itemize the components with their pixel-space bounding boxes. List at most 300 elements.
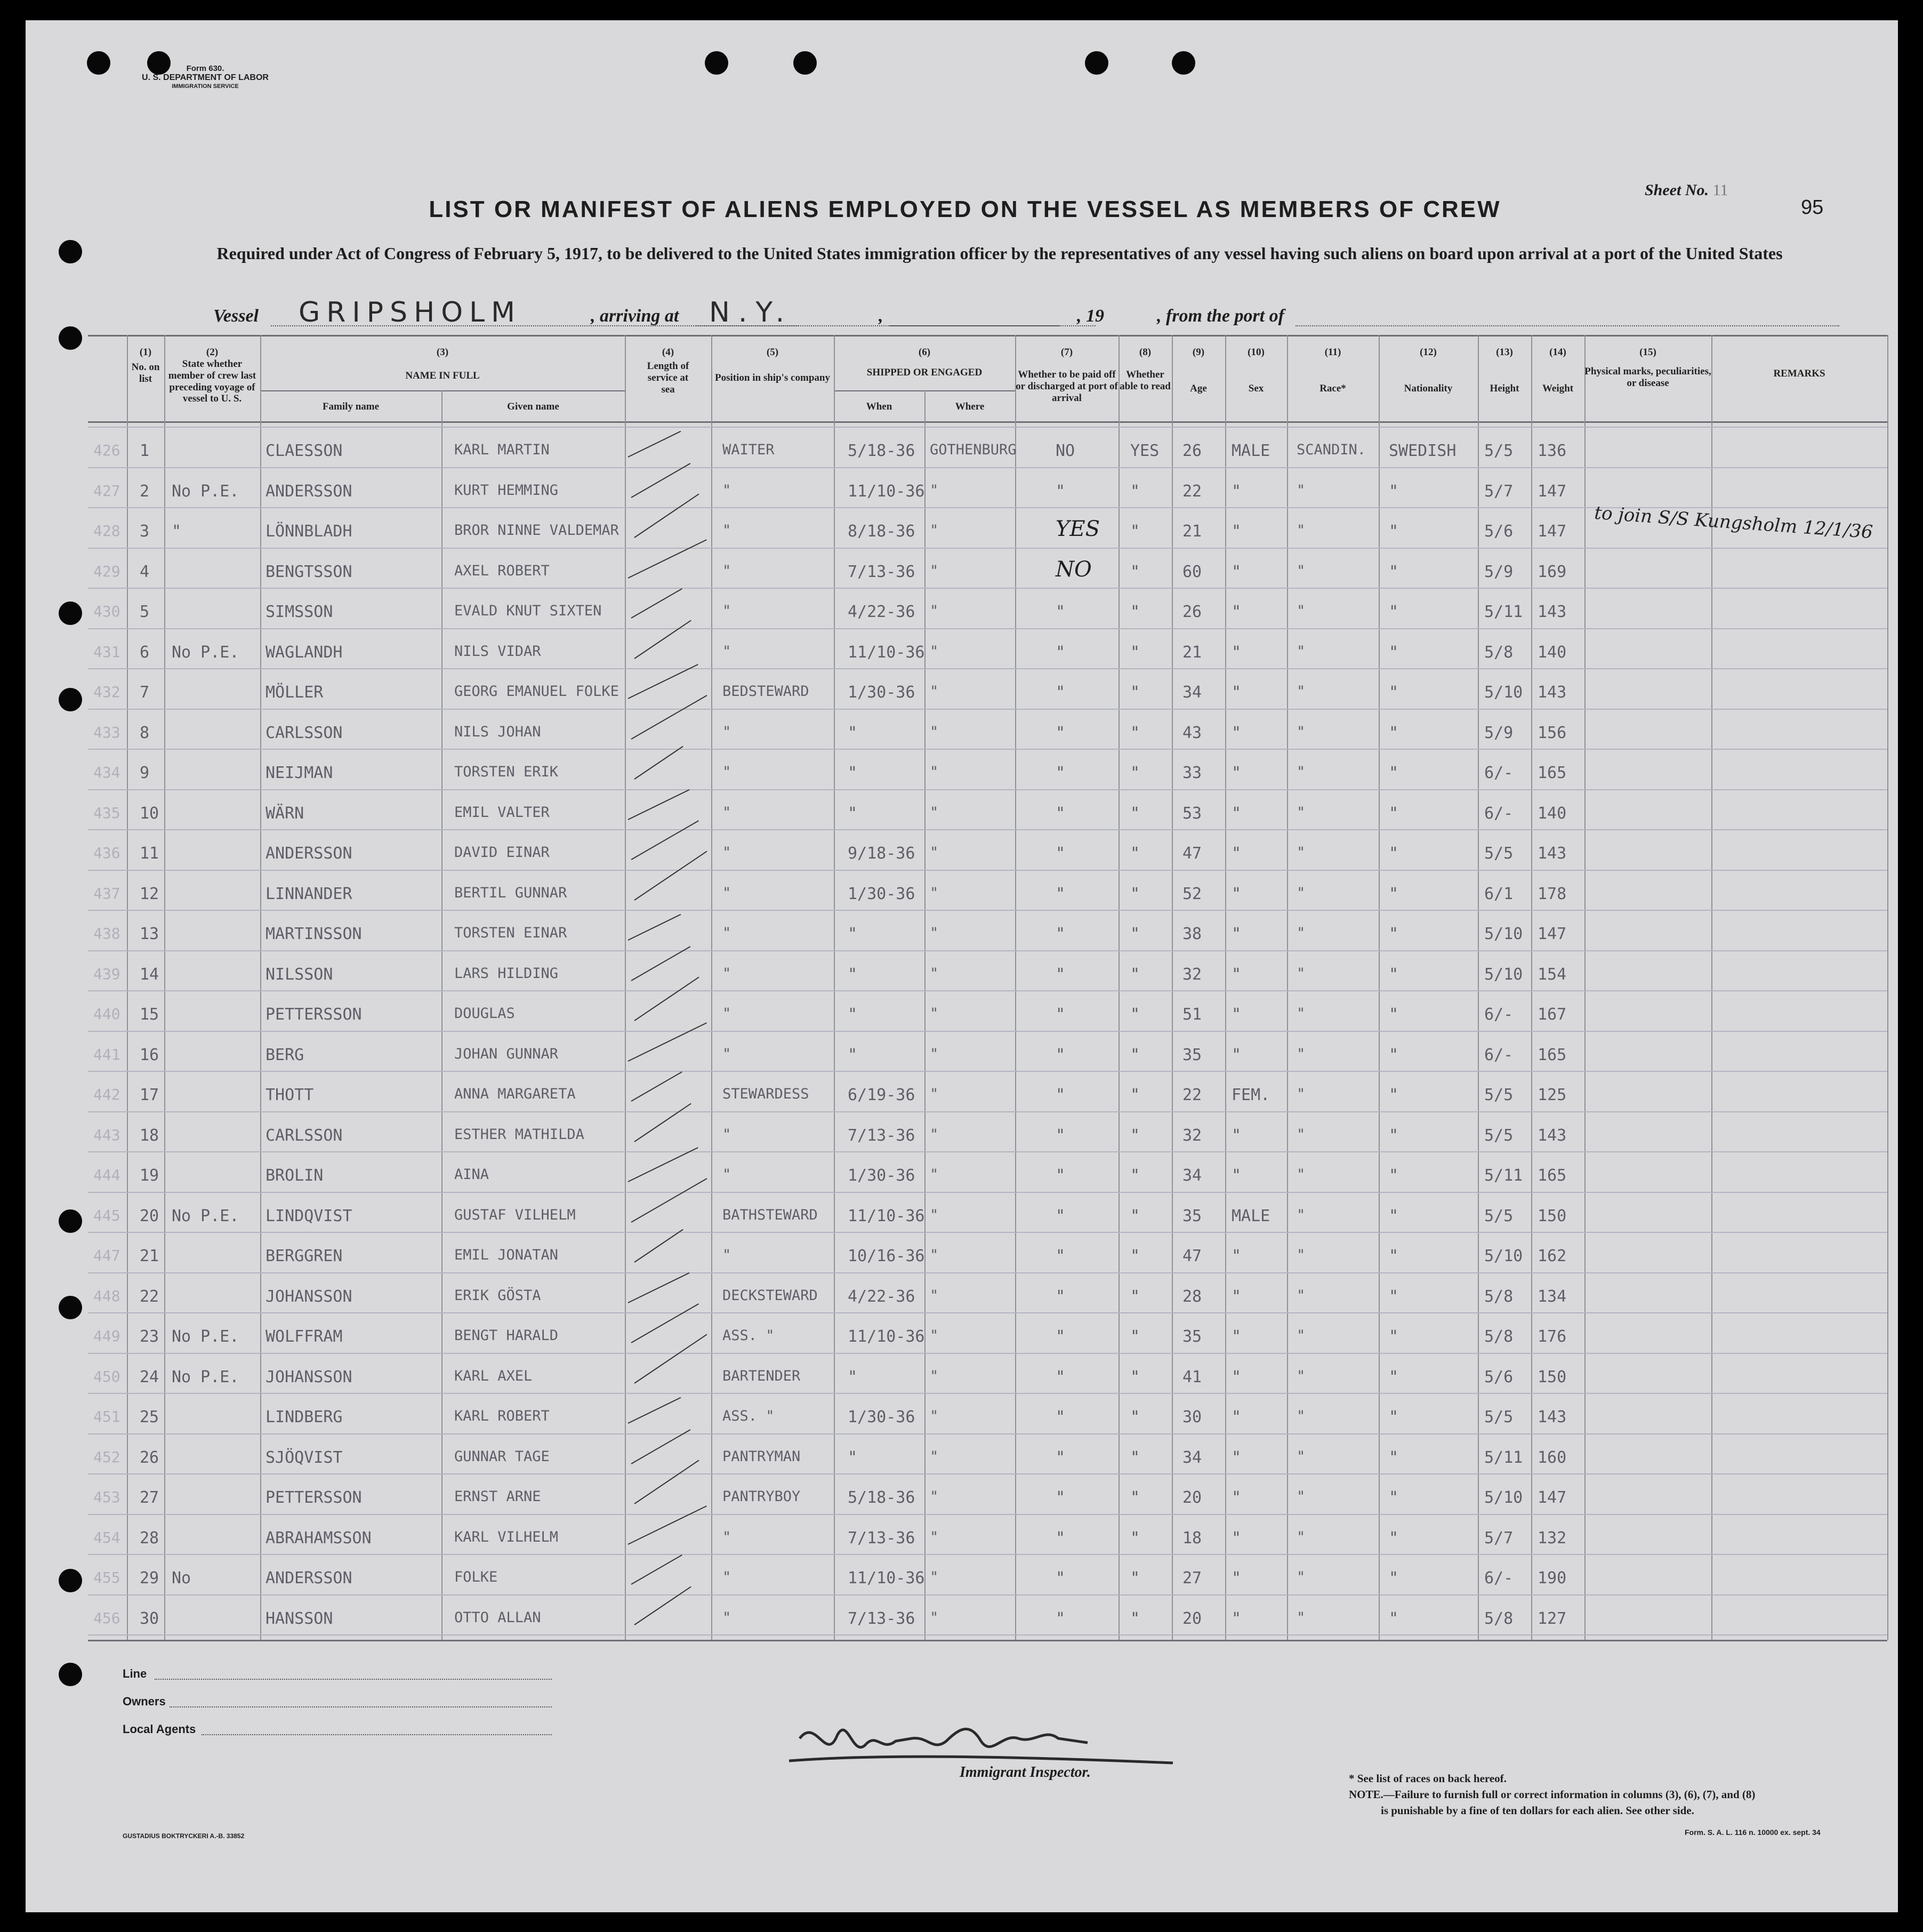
family-name: LINDQVIST bbox=[265, 1206, 352, 1225]
shipped-when: 4/22-36 bbox=[848, 1287, 915, 1306]
position: DECKSTEWARD bbox=[722, 1287, 818, 1304]
sex: " bbox=[1232, 562, 1242, 581]
col-15-number: (15) bbox=[1639, 347, 1656, 358]
line-number: 448 bbox=[93, 1287, 120, 1305]
able-to-read: " bbox=[1130, 1247, 1140, 1265]
shipped-where: " bbox=[930, 683, 939, 700]
height: 5/8 bbox=[1484, 1609, 1514, 1628]
age: 21 bbox=[1182, 522, 1202, 541]
given-name: NILS JOHAN bbox=[454, 723, 541, 740]
position: " bbox=[722, 1528, 731, 1545]
col-3-header bbox=[260, 347, 625, 382]
shipped-when: 1/30-36 bbox=[848, 683, 915, 702]
able-to-read: " bbox=[1130, 1005, 1140, 1024]
height: 5/5 bbox=[1484, 844, 1514, 863]
able-to-read: " bbox=[1130, 844, 1140, 863]
weight: 147 bbox=[1538, 925, 1567, 943]
height: 5/11 bbox=[1484, 1166, 1523, 1185]
year-label: , 19 bbox=[1077, 306, 1104, 326]
shipped-when: " bbox=[848, 1005, 858, 1024]
height: 6/- bbox=[1484, 1005, 1514, 1024]
shipped-where: " bbox=[930, 562, 939, 579]
sex: " bbox=[1232, 1488, 1242, 1507]
height: 5/10 bbox=[1484, 683, 1523, 702]
paid-off: " bbox=[1056, 1408, 1066, 1426]
age: 35 bbox=[1182, 1206, 1202, 1225]
shipped-when: 11/10-36 bbox=[848, 1206, 925, 1225]
col-12-number: (12) bbox=[1420, 347, 1437, 358]
column-rule bbox=[1531, 335, 1532, 1640]
col-2-label: State whether member of crew last preceding voyage of vessel to U. S. bbox=[168, 358, 256, 405]
paid-off: " bbox=[1056, 844, 1066, 863]
nationality: " bbox=[1389, 1086, 1399, 1104]
row-rule bbox=[88, 548, 1887, 549]
sex: " bbox=[1232, 1609, 1242, 1628]
family-name: BROLIN bbox=[265, 1166, 324, 1185]
position: " bbox=[722, 643, 731, 660]
department-name: U. S. DEPARTMENT OF LABOR bbox=[142, 73, 269, 83]
nationality: " bbox=[1389, 723, 1399, 742]
family-name: JOHANSSON bbox=[265, 1367, 352, 1386]
family-name: MÖLLER bbox=[265, 683, 324, 702]
col-4-number: (4) bbox=[662, 347, 674, 358]
table-bottom-rule bbox=[88, 1640, 1887, 1641]
height: 5/5 bbox=[1484, 1126, 1514, 1145]
list-number: 25 bbox=[140, 1408, 159, 1426]
able-to-read: " bbox=[1130, 723, 1140, 742]
given-name: TORSTEN EINAR bbox=[454, 925, 567, 941]
nationality: " bbox=[1389, 1367, 1399, 1386]
able-to-read: " bbox=[1130, 562, 1140, 581]
weight: 143 bbox=[1538, 1408, 1567, 1426]
row-rule bbox=[88, 628, 1887, 629]
race: " bbox=[1297, 1126, 1306, 1143]
family-name: BENGTSSON bbox=[265, 562, 352, 581]
position: " bbox=[722, 965, 731, 982]
list-number: 16 bbox=[140, 1045, 159, 1064]
col-1-label: No. on list bbox=[131, 361, 160, 384]
position: BARTENDER bbox=[722, 1367, 801, 1384]
weight: 140 bbox=[1538, 643, 1567, 662]
col-8-number: (8) bbox=[1139, 347, 1152, 358]
given-name: ESTHER MATHILDA bbox=[454, 1126, 584, 1143]
col-5-number: (5) bbox=[766, 347, 779, 358]
able-to-read: " bbox=[1130, 1528, 1140, 1548]
height: 5/5 bbox=[1484, 442, 1514, 460]
age: 26 bbox=[1182, 603, 1202, 621]
age: 21 bbox=[1182, 643, 1202, 662]
race: " bbox=[1297, 1005, 1306, 1022]
col-13-number: (13) bbox=[1496, 347, 1513, 358]
paid-off: NO bbox=[1056, 557, 1092, 582]
list-number: 21 bbox=[140, 1247, 159, 1265]
age: 26 bbox=[1182, 442, 1202, 460]
column-rule bbox=[1478, 335, 1479, 1640]
paid-off: " bbox=[1056, 1327, 1066, 1346]
column-rule bbox=[441, 390, 442, 1640]
col-10-number: (10) bbox=[1248, 347, 1265, 358]
nationality: " bbox=[1389, 764, 1399, 782]
weight: 147 bbox=[1538, 482, 1567, 501]
age: 60 bbox=[1182, 562, 1202, 581]
line-number: 426 bbox=[93, 442, 120, 459]
nationality: " bbox=[1389, 1126, 1399, 1145]
age: 32 bbox=[1182, 965, 1202, 984]
column-rule bbox=[1172, 335, 1173, 1640]
column-rule bbox=[164, 335, 165, 1640]
family-name: ANDERSSON bbox=[265, 1569, 352, 1588]
column-rule bbox=[711, 335, 712, 1640]
race-note: * See list of races on back hereof. bbox=[1349, 1772, 1507, 1785]
given-name: OTTO ALLAN bbox=[454, 1609, 541, 1626]
position: " bbox=[722, 482, 731, 499]
family-name: SJÖQVIST bbox=[265, 1448, 343, 1467]
position: PANTRYBOY bbox=[722, 1488, 801, 1505]
nationality: " bbox=[1389, 683, 1399, 702]
line-number: 437 bbox=[93, 884, 120, 902]
col-1-header bbox=[127, 347, 164, 385]
family-name: NILSSON bbox=[265, 965, 333, 984]
weight: 190 bbox=[1538, 1569, 1567, 1588]
able-to-read: " bbox=[1130, 884, 1140, 903]
sex: " bbox=[1232, 804, 1242, 823]
weight: 136 bbox=[1538, 442, 1567, 460]
row-rule bbox=[88, 1393, 1887, 1394]
col-14-number: (14) bbox=[1549, 347, 1566, 358]
position: " bbox=[722, 1126, 731, 1143]
row-rule bbox=[88, 1433, 1887, 1434]
given-name: ERNST ARNE bbox=[454, 1488, 541, 1505]
shipped-where: " bbox=[930, 925, 939, 941]
nationality: " bbox=[1389, 522, 1399, 541]
weight: 143 bbox=[1538, 683, 1567, 702]
family-name: HANSSON bbox=[265, 1609, 333, 1628]
shipped-where: " bbox=[930, 1126, 939, 1143]
position: " bbox=[722, 1045, 731, 1062]
list-number: 20 bbox=[140, 1206, 159, 1225]
printer-mark: GUSTADIUS BOKTRYCKERI A.-B. 33852 bbox=[123, 1832, 245, 1840]
line-number: 443 bbox=[93, 1126, 120, 1144]
column-rule bbox=[1584, 335, 1586, 1640]
nationality: " bbox=[1389, 1408, 1399, 1426]
row-rule bbox=[88, 789, 1887, 790]
shipped-where: GOTHENBURG bbox=[930, 442, 1017, 458]
column-rule bbox=[834, 335, 835, 1640]
paid-off: " bbox=[1056, 1005, 1066, 1024]
header-bottom-rule bbox=[88, 421, 1887, 423]
position: " bbox=[722, 522, 731, 539]
sex: " bbox=[1232, 1005, 1242, 1024]
race: " bbox=[1297, 1247, 1306, 1263]
col-6-number: (6) bbox=[918, 347, 931, 358]
given-name: TORSTEN ERIK bbox=[454, 764, 559, 780]
shipped-when: 1/30-36 bbox=[848, 1166, 915, 1185]
sex: " bbox=[1232, 522, 1242, 541]
shipped-where: " bbox=[930, 1569, 939, 1585]
height: 6/- bbox=[1484, 1569, 1514, 1588]
family-name-header: Family name bbox=[322, 401, 380, 412]
sex: " bbox=[1232, 1367, 1242, 1386]
sex: MALE bbox=[1232, 1206, 1270, 1225]
race: " bbox=[1297, 764, 1306, 780]
family-name: BERGGREN bbox=[265, 1247, 343, 1265]
nationality: " bbox=[1389, 965, 1399, 984]
sheet-label: Sheet No. bbox=[1645, 181, 1709, 199]
service-name: IMMIGRATION SERVICE bbox=[172, 83, 239, 90]
given-name: BERTIL GUNNAR bbox=[454, 884, 567, 901]
family-name: ANDERSSON bbox=[265, 482, 352, 501]
position: ASS. " bbox=[722, 1327, 775, 1344]
age: 22 bbox=[1182, 1086, 1202, 1104]
age: 28 bbox=[1182, 1287, 1202, 1306]
page-title: LIST OR MANIFEST OF ALIENS EMPLOYED ON THE VESSEL AS MEMBERS OF CREW bbox=[429, 196, 1501, 222]
position: " bbox=[722, 1005, 731, 1022]
table-top-rule bbox=[88, 335, 1887, 336]
line-number: 454 bbox=[93, 1528, 120, 1546]
weight: 178 bbox=[1538, 884, 1567, 903]
row-rule bbox=[88, 950, 1887, 951]
shipped-when: " bbox=[848, 804, 858, 823]
col-11-header bbox=[1287, 347, 1379, 395]
paid-off: " bbox=[1056, 1569, 1066, 1588]
able-to-read: " bbox=[1130, 1569, 1140, 1588]
paid-off: " bbox=[1056, 723, 1066, 742]
shipped-where: " bbox=[930, 1528, 939, 1545]
paid-off: " bbox=[1056, 482, 1066, 501]
sheet-value: 11 bbox=[1712, 181, 1728, 199]
arriving-label: , arriving at bbox=[591, 306, 679, 326]
paid-off: " bbox=[1056, 1287, 1066, 1306]
row-rule bbox=[88, 709, 1887, 710]
height: 6/1 bbox=[1484, 884, 1514, 903]
height: 5/7 bbox=[1484, 1528, 1514, 1548]
list-number: 14 bbox=[140, 965, 159, 984]
previous-voyage: No bbox=[172, 1569, 191, 1588]
line-label: Line bbox=[123, 1667, 147, 1680]
position: WAITER bbox=[722, 442, 775, 458]
row-rule bbox=[88, 829, 1887, 830]
line-number: 449 bbox=[93, 1327, 120, 1345]
col-12-header bbox=[1379, 347, 1478, 395]
given-name: AINA bbox=[454, 1166, 489, 1183]
given-name: KARL MARTIN bbox=[454, 442, 550, 458]
age: 34 bbox=[1182, 683, 1202, 702]
list-number: 8 bbox=[140, 723, 150, 742]
row-rule bbox=[88, 910, 1887, 911]
age: 53 bbox=[1182, 804, 1202, 823]
shipped-when: " bbox=[848, 723, 858, 742]
col-3-number: (3) bbox=[436, 347, 449, 358]
col-11-number: (11) bbox=[1324, 347, 1341, 358]
shipped-when: 7/13-36 bbox=[848, 562, 915, 581]
weight: 165 bbox=[1538, 1166, 1567, 1185]
height: 5/10 bbox=[1484, 965, 1523, 984]
sex: " bbox=[1232, 482, 1242, 501]
able-to-read: " bbox=[1130, 1488, 1140, 1507]
shipped-when: 11/10-36 bbox=[848, 643, 925, 662]
shipped-when: " bbox=[848, 764, 858, 782]
shipped-where: " bbox=[930, 522, 939, 539]
comma: , bbox=[879, 306, 883, 326]
given-name: KARL VILHELM bbox=[454, 1528, 559, 1545]
height: 5/5 bbox=[1484, 1206, 1514, 1225]
row-rule bbox=[88, 990, 1887, 991]
weight: 147 bbox=[1538, 522, 1567, 541]
signature-icon bbox=[768, 1712, 1194, 1770]
col-4-label: Length of service at sea bbox=[647, 360, 689, 395]
sex: " bbox=[1232, 603, 1242, 621]
local-agents-label: Local Agents bbox=[123, 1722, 196, 1736]
shipped-where: " bbox=[930, 1086, 939, 1102]
able-to-read: " bbox=[1130, 1448, 1140, 1467]
shipped-where: " bbox=[930, 844, 939, 861]
age: 33 bbox=[1182, 764, 1202, 782]
shipped-where: " bbox=[930, 1005, 939, 1022]
age: 35 bbox=[1182, 1045, 1202, 1064]
shipped-where: " bbox=[930, 1166, 939, 1183]
race: " bbox=[1297, 804, 1306, 821]
col-12-label: Nationality bbox=[1404, 382, 1453, 394]
line-number: 447 bbox=[93, 1247, 120, 1264]
nationality: " bbox=[1389, 1569, 1399, 1588]
given-name: FOLKE bbox=[454, 1569, 498, 1585]
previous-voyage: No P.E. bbox=[172, 1327, 239, 1346]
weight: 160 bbox=[1538, 1448, 1567, 1467]
height: 5/8 bbox=[1484, 1327, 1514, 1346]
position: " bbox=[722, 723, 731, 740]
col-7-number: (7) bbox=[1060, 347, 1073, 358]
list-number: 7 bbox=[140, 683, 150, 702]
age: 43 bbox=[1182, 723, 1202, 742]
list-number: 28 bbox=[140, 1528, 159, 1548]
family-name: CARLSSON bbox=[265, 723, 343, 742]
column-rule bbox=[1015, 335, 1016, 1640]
weight: 143 bbox=[1538, 844, 1567, 863]
position: " bbox=[722, 1247, 731, 1263]
col-15-header bbox=[1584, 347, 1711, 389]
col-2-number: (2) bbox=[206, 347, 219, 358]
row-rule bbox=[88, 1071, 1887, 1072]
line-number: 434 bbox=[93, 764, 120, 781]
sex: " bbox=[1232, 965, 1242, 984]
given-name: LARS HILDING bbox=[454, 965, 559, 982]
row-rule bbox=[88, 668, 1887, 669]
sex: FEM. bbox=[1232, 1086, 1270, 1104]
penalty-note: NOTE.—Failure to furnish full or correct information in columns (3), (6), (7), and (8) bbox=[1349, 1788, 1756, 1801]
row-rule bbox=[88, 467, 1887, 468]
paid-off: " bbox=[1056, 764, 1066, 782]
given-name: DAVID EINAR bbox=[454, 844, 550, 861]
col-6-label: SHIPPED OR ENGAGED bbox=[866, 366, 983, 378]
arriving-port: N.Y. bbox=[709, 296, 793, 328]
list-number: 18 bbox=[140, 1126, 159, 1145]
race: " bbox=[1297, 844, 1306, 861]
race: " bbox=[1297, 1488, 1306, 1505]
sex: " bbox=[1232, 764, 1242, 782]
family-name: JOHANSSON bbox=[265, 1287, 352, 1306]
line-number: 427 bbox=[93, 482, 120, 500]
able-to-read: " bbox=[1130, 1327, 1140, 1346]
family-name: PETTERSSON bbox=[265, 1488, 362, 1507]
col-3-label: NAME IN FULL bbox=[405, 370, 480, 381]
nationality: " bbox=[1389, 1327, 1399, 1346]
handwritten-remark: to join S/S Kungsholm 12/1/36 bbox=[1594, 502, 1874, 543]
page-number: 95 bbox=[1801, 196, 1824, 219]
shipped-where: " bbox=[930, 1206, 939, 1223]
weight: 167 bbox=[1538, 1005, 1567, 1024]
list-number: 2 bbox=[140, 482, 150, 501]
shipped-where: " bbox=[930, 643, 939, 660]
family-name: CLAESSON bbox=[265, 442, 343, 460]
form-header bbox=[109, 64, 301, 90]
column-rule bbox=[1887, 335, 1888, 1640]
paid-off: " bbox=[1056, 643, 1066, 662]
shipped-when: 5/18-36 bbox=[848, 1488, 915, 1507]
shipped-when: 5/18-36 bbox=[848, 442, 915, 460]
column-rule bbox=[127, 335, 128, 1640]
height: 5/6 bbox=[1484, 1367, 1514, 1386]
list-number: 1 bbox=[140, 442, 150, 460]
line-number: 450 bbox=[93, 1367, 120, 1385]
column-rule bbox=[1119, 335, 1120, 1640]
height: 6/- bbox=[1484, 764, 1514, 782]
race: " bbox=[1297, 884, 1306, 901]
position: " bbox=[722, 562, 731, 579]
shipped-where: " bbox=[930, 1609, 939, 1626]
list-number: 5 bbox=[140, 603, 150, 621]
race: " bbox=[1297, 643, 1306, 660]
line-number: 445 bbox=[93, 1206, 120, 1224]
race: " bbox=[1297, 1327, 1306, 1344]
sex: " bbox=[1232, 683, 1242, 702]
weight: 165 bbox=[1538, 1045, 1567, 1064]
shipped-where: " bbox=[930, 1287, 939, 1304]
weight: 176 bbox=[1538, 1327, 1567, 1346]
sex: " bbox=[1232, 884, 1242, 903]
able-to-read: " bbox=[1130, 482, 1140, 501]
line-number: 444 bbox=[93, 1166, 120, 1184]
paid-off: " bbox=[1056, 1448, 1066, 1467]
height: 5/9 bbox=[1484, 723, 1514, 742]
family-name: WAGLANDH bbox=[265, 643, 343, 662]
list-number: 11 bbox=[140, 844, 159, 863]
list-number: 17 bbox=[140, 1086, 159, 1104]
shipped-where: " bbox=[930, 1367, 939, 1384]
shipped-when: 11/10-36 bbox=[848, 1327, 925, 1346]
form-code: Form. S. A. L. 116 n. 10000 ex. sept. 34 bbox=[1685, 1828, 1821, 1837]
weight: 150 bbox=[1538, 1206, 1567, 1225]
column-rule bbox=[625, 335, 626, 1640]
column-rule bbox=[924, 390, 926, 1640]
age: 34 bbox=[1182, 1166, 1202, 1185]
nationality: " bbox=[1389, 603, 1399, 621]
nationality: " bbox=[1389, 844, 1399, 863]
age: 22 bbox=[1182, 482, 1202, 501]
previous-voyage: No P.E. bbox=[172, 482, 239, 501]
given-name: GUSTAF VILHELM bbox=[454, 1206, 576, 1223]
able-to-read: " bbox=[1130, 1166, 1140, 1185]
row-rule bbox=[88, 870, 1887, 871]
shipped-when: 1/30-36 bbox=[848, 1408, 915, 1426]
col-9-header bbox=[1172, 347, 1225, 395]
previous-voyage: No P.E. bbox=[172, 1367, 239, 1386]
race: " bbox=[1297, 925, 1306, 941]
paid-off: NO bbox=[1056, 442, 1075, 460]
line-number: 438 bbox=[93, 925, 120, 942]
row-rule bbox=[88, 749, 1887, 750]
shipped-when: " bbox=[848, 1367, 858, 1386]
from-port-label: , from the port of bbox=[1157, 306, 1284, 326]
